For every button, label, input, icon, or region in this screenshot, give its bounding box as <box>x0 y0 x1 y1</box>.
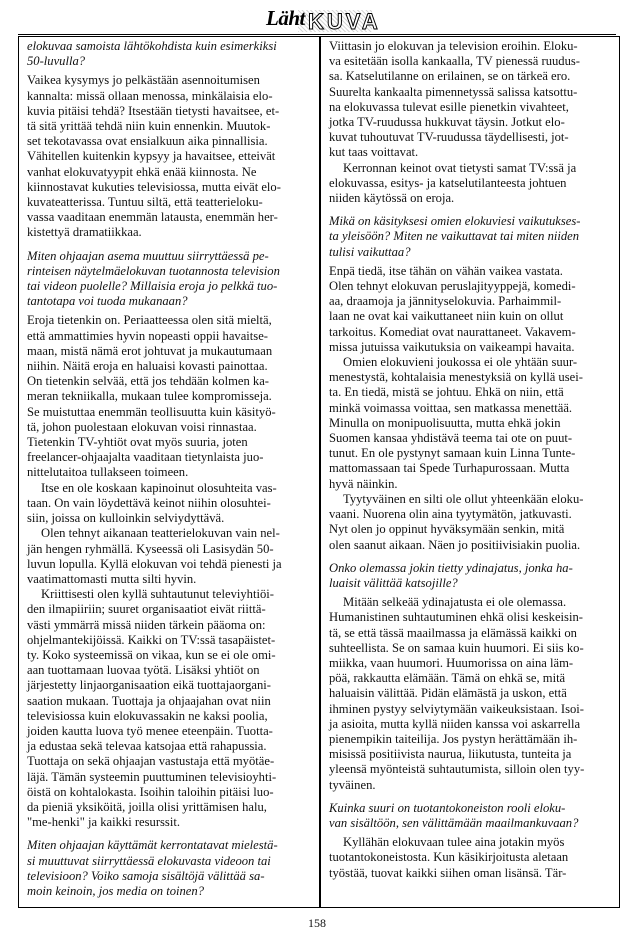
text-line: että ammattimies hyvin nopeasti oppii havaitse- <box>27 328 268 343</box>
question-block <box>27 249 311 310</box>
text-line: tä, se että tässä maailmassa ja elämässä kaikki on <box>329 625 577 640</box>
question-line: Kuinka suuri on tuotantokoneiston rooli eloku- <box>329 800 566 815</box>
text-line: Vaikea kysymys jo pelkästään asennoitumisen <box>27 73 260 88</box>
text-line: vaani. Nuorena olin aina tyytymätön, jatkuvasti. <box>329 507 572 522</box>
question-line: luaisit välittää katsojille? <box>329 575 458 590</box>
text-line: Olen tehnyt aikanaan teatterielokuvan vain nel- <box>41 526 280 541</box>
text-line: missa jutuissa vaikutuksia on vaikeampi havaita. <box>329 339 575 354</box>
text-line: den ilmapiiriin; suuret organisaatiot eivät riittä- <box>27 602 266 617</box>
text-line: Eroja tietenkin on. Periaatteessa olen sitä mieltä, <box>27 313 272 328</box>
text-line: suhteellista. Se on samaa kuin huumori. Ei siis ko- <box>329 640 584 655</box>
text-line: Nyt olen jo oppinut hyväksymään senkin, mitä <box>329 522 565 537</box>
question-line: moin keinoin, jos media on toinen? <box>27 883 204 898</box>
text-line: joiden kautta luova työ menee eteenpäin. Tuotta- <box>27 723 273 738</box>
question-line: Onko olemassa jokin tietty ydinajatus, jonka ha- <box>329 560 573 575</box>
text-line: sa. Katselutilanne on erilainen, se on tärkeä ero. <box>329 69 571 84</box>
text-line: On tietenkin selvää, että jos tehdään kolmen ka- <box>27 374 269 389</box>
text-line: työstää, tuovat kaikki siihen oman lisänsä. Tär- <box>329 865 567 880</box>
text-line: tyväinen. <box>329 777 376 792</box>
question-line: si muuttuvat siirryttäessä elokuvasta videoon tai <box>27 853 271 868</box>
answer-paragraph <box>329 264 611 355</box>
text-line: mattomassaan tai Spede Turhapurossaan. Mutta <box>329 461 570 476</box>
text-line: ihminen pystyy selviytymään vaikeuksistaan. Isoi- <box>329 701 584 716</box>
article-frame <box>18 36 618 906</box>
text-line: läjä. Tämän systeemin puuttuminen televisioyhti- <box>27 769 277 784</box>
question-line: tulisi vaikuttaa? <box>329 244 411 259</box>
text-line: freelancer-ohjaajalta vaaditaan tietynlaista juo- <box>27 450 264 465</box>
text-line: tuotantokoneistosta. Kun käsikirjoitusta aletaan <box>329 850 569 865</box>
text-line: maan, mistä nämä erot johtuvat ja mukautumaan <box>27 343 273 358</box>
page-number: 158 <box>308 916 326 930</box>
text-line: tunut. En ole pystynyt samaan kuin Linna Tunte- <box>329 446 576 461</box>
question-line: ta yleisöön? Miten ne vaikuttavat tai miten niiden <box>329 229 580 244</box>
answer-paragraph <box>27 73 311 240</box>
answer-paragraph <box>27 526 311 587</box>
masthead-outline-text: KUVA <box>308 9 381 34</box>
question-line: tantotapa voi tuoda mukanaan? <box>27 294 188 309</box>
text-line: nittelutaitoa tullakseen toimeen. <box>27 465 189 480</box>
question-line: Miten ohjaajan käyttämät kerrontatavat mielestä- <box>27 838 278 853</box>
text-line: jän hengen ryhmällä. Kyseessä oli Lasisydän 50- <box>27 541 274 556</box>
text-line: ohjelmantekijöissä. Kaikki on TV:ssä tasapäistet- <box>27 632 276 647</box>
text-line: Tietenkin TV-yhtiöt ovat myös suuria, joten <box>27 435 248 450</box>
answer-paragraph <box>329 835 611 881</box>
answer-paragraph <box>27 313 311 480</box>
question-block <box>27 39 311 69</box>
text-line: Vähitellen kuitenkin kypsyy ja havaitsee, etteivät <box>27 149 276 164</box>
masthead-outline-box <box>298 9 381 34</box>
text-line: misissä positiivista naurua, liikutusta, tunteita ja <box>329 747 572 762</box>
question-line: Mikä on käsityksesi omien elokuviesi vaikutukses- <box>329 214 581 229</box>
text-line: Enpä tiedä, itse tähän on vähän vaikea vastata. <box>329 263 563 278</box>
text-line: Se muistuttaa enemmän teollisuutta kuin käsityö- <box>27 404 276 419</box>
text-line: niiden käytössä on eroja. <box>329 191 455 206</box>
text-line: Humanistinen suhtautuminen ehkä olisi keskeisin- <box>329 610 583 625</box>
answer-paragraph <box>329 39 611 161</box>
left-column <box>18 36 320 908</box>
text-line: Suurelta kankaalta pimennetyssä salissa katsottu- <box>329 84 578 99</box>
text-line: televisiossa kuin elokuvassakin ne kaksi poolia, <box>27 708 268 723</box>
question-line: rinteisen näytelmäelokuvan tuotannosta television <box>27 263 280 278</box>
text-line: Minulla on monipuolisuutta, mutta ehkä jokin <box>329 415 561 430</box>
text-line: Mitään selkeää ydinajatusta ei ole olemassa. <box>343 595 567 610</box>
text-line: kannalta: missä ollaan menossa, minkälaisia elo- <box>27 88 273 103</box>
text-line: ja edustaa sekä televaa katsojaa että rahapussia. <box>27 739 267 754</box>
text-line: kistettyä dramatiikkaa. <box>27 225 142 240</box>
top-rule <box>18 34 616 35</box>
text-line: taan. On vain löydettävä keinot niihin olosuhtei- <box>27 495 271 510</box>
text-line: Olen tehnyt elokuvan peruslajityyppejä, komedi- <box>329 279 576 294</box>
text-line: "me-henki" ja kaikki resurssit. <box>27 815 180 830</box>
answer-paragraph <box>329 161 611 207</box>
text-line: yleensä myönteistä suhtautumista, silloin olen tyy- <box>329 762 585 777</box>
text-line: kuvia pitäisi tehdä? Itsestään tietysti havaitsee, et- <box>27 103 280 118</box>
text-line: öistä on kohtalokasta. Isoihin taloihin pitäisi luo- <box>27 784 274 799</box>
text-line: vassa vaaditaan enemmän latausta, enemmän her- <box>27 210 278 225</box>
text-line: na elokuvassa tulevat esille pienetkin vivahteet, <box>329 99 569 114</box>
text-line: ta. En tiedä, mistä se johtuu. Ehkä on niin, että <box>329 385 564 400</box>
text-line: Suomen kansaa yhdistävä teema tai ote on puut- <box>329 431 573 446</box>
text-line: meran tekniikalla, mukaan tulee kompromisseja. <box>27 389 272 404</box>
question-block <box>329 801 611 831</box>
text-line: haluaisin välittää. Pidän elämästä ja uskon, että <box>329 686 567 701</box>
text-line: tarkoitus. Komediat ovat naurattaneet. Vakavem- <box>329 324 576 339</box>
question-block <box>329 561 611 591</box>
text-line: Kerronnan keinot ovat tietysti samat TV:ssä ja <box>343 160 577 175</box>
text-line: elokuvassa, esitys- ja katselutilanteesta johtuen <box>329 175 567 190</box>
question-block <box>329 214 611 260</box>
text-line: va esitetään isolla kankaalla, TV pienessä ruudus- <box>329 54 580 69</box>
text-line: Omien elokuvieni joukossa ei ole yhtään suur- <box>343 355 578 370</box>
masthead-script-text: Läht <box>266 6 305 30</box>
text-line: ty. Koko systeemissä on vikaa, kun se ei ole omi- <box>27 647 276 662</box>
text-line: ja asioita, mutta kyllä niiden kanssa voi askarrella <box>329 716 581 731</box>
text-line: kut taas voittavat. <box>329 145 419 160</box>
text-line: järjestetty linjaorganisaation eikä tuottajaorgani- <box>27 678 271 693</box>
question-line: 50-luvulla? <box>27 54 86 69</box>
text-line: aa, draamoja ja jännityselokuvia. Parhaimmil- <box>329 294 562 309</box>
text-line: aan tuottamaan luovaa työtä. Lisäksi yhtiöt on <box>27 663 260 678</box>
text-line: olen saanut aikaan. Näen jo positiivisiakin puolia. <box>329 537 581 552</box>
text-line: miikka, vaan huumori. Huumorissa on aina läm- <box>329 655 574 670</box>
text-line: kuvat tuhoutuvat TV-ruudussa täydellisesti, jot- <box>329 130 569 145</box>
question-block <box>27 838 311 899</box>
text-line: Viittasin jo elokuvan ja television eroihin. Eloku- <box>329 39 578 53</box>
text-line: hyvä näinkin. <box>329 476 398 491</box>
text-line: pienempikin taiteilija. Jos pystyn herättämään ih- <box>329 731 578 746</box>
text-line: da pieniä yksiköitä, joilla olisi yrittämisen halu, <box>27 799 267 814</box>
right-column <box>320 36 620 908</box>
question-line: televisioon? Voiko samoja sisältöjä välittää sa- <box>27 868 265 883</box>
text-line: laan ne ovat kai vaikuttaneet niin kuin on ollut <box>329 309 564 324</box>
text-line: niihin. Näitä eroja en haluaisi kovasti painottaa. <box>27 359 268 374</box>
text-line: luvun lopulla. Kyllä elokuvan voi tehdä pienesti ja <box>27 556 282 571</box>
text-line: jotka TV-ruudussa hukkuvat täysin. Jotkut elo- <box>329 115 565 130</box>
text-line: Kyllähän elokuvaan tulee aina jotakin myös <box>343 835 565 850</box>
text-line: saation mukaan. Tuottaja ja ohjaajahan ovat niin <box>27 693 271 708</box>
text-line: vanhat elokuvatyypit ehkä enää kiinnosta. Ne <box>27 164 257 179</box>
text-line: Tuottaja on sekä ohjaajan vastustaja että myötäe- <box>27 754 275 769</box>
text-line: kiinnostavat kukuties televisiossa, mutta eivät elo- <box>27 179 281 194</box>
answer-paragraph <box>329 355 611 492</box>
question-line: van sisältöön, sen välittämään maailmankuvaan? <box>329 815 579 830</box>
text-line: västi ymmärrä missä niiden tärkein pääoma on: <box>27 617 266 632</box>
text-line: set tekotavassa ovat ensialkuun aika pinnallisia. <box>27 134 268 149</box>
text-line: kuvateatterissa. Tuntuu siltä, että teatterieloku- <box>27 195 263 210</box>
text-line: Kriittisesti olen kyllä suhtautunut televiyhtiöi- <box>41 587 274 602</box>
text-line: Itse en ole koskaan kapinoinut olosuhteita vas- <box>41 480 277 495</box>
answer-paragraph <box>329 595 611 793</box>
masthead <box>266 6 381 34</box>
text-line: siin, joissa on kulloinkin selviydyttävä. <box>27 511 225 526</box>
text-line: menestystä, kohtalaisia menestyksiä on kyllä usei- <box>329 370 583 385</box>
answer-paragraph <box>27 481 311 527</box>
answer-paragraph <box>27 587 311 830</box>
answer-paragraph <box>329 492 611 553</box>
text-line: pöä, rakkautta elämään. Tämä on ehkä se, mitä <box>329 671 566 686</box>
question-line: Miten ohjaajan asema muuttuu siirryttäessä pe- <box>27 248 269 263</box>
question-line: tai videon puolelle? Millaisia eroja jo pelkkä tuo- <box>27 279 278 294</box>
text-line: tä, johon puolestaan elokuvan voisi rinnastaa. <box>27 419 257 434</box>
text-line: Tyytyväinen en silti ole ollut yhteenkään eloku- <box>343 491 584 506</box>
text-line: minkä voimassa voittaa, sen matkassa menettää. <box>329 400 573 415</box>
text-line: tä sitä yrittää tehdä niin kuin ennenkin. Muutok- <box>27 119 271 134</box>
text-line: vaatimattomasti mutta silti hyvin. <box>27 571 197 586</box>
question-line: elokuvaa samoista lähtökohdista kuin esimerkiksi <box>27 39 277 53</box>
